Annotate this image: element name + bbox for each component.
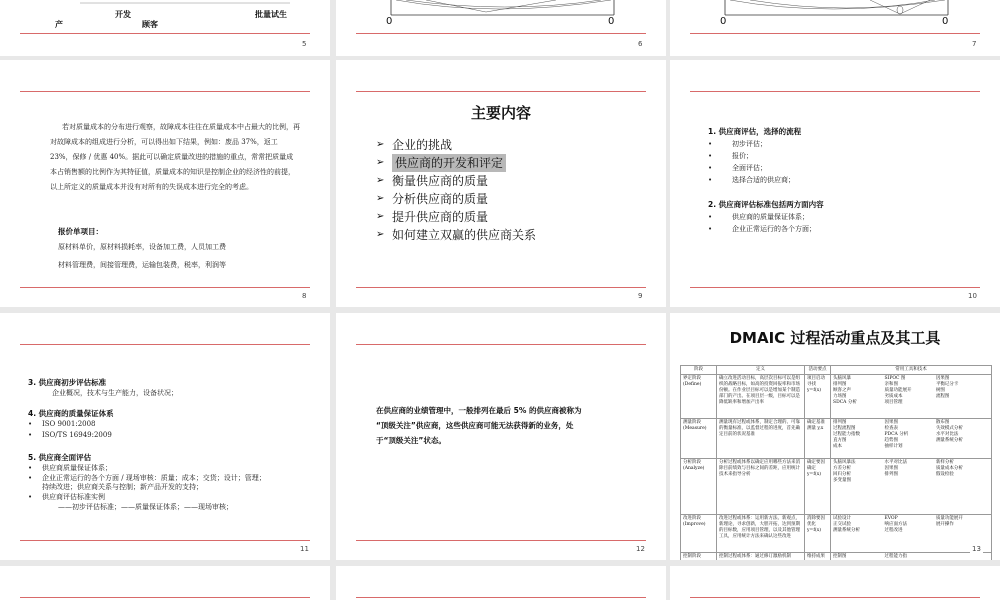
- list-item: • 供应商评估标准实例: [28, 493, 105, 501]
- list-item: • 全面评估；: [708, 164, 767, 172]
- axis-zero-right: 0: [608, 16, 615, 27]
- arrow-icon: ➢: [376, 175, 385, 186]
- label-trial: 批量试生: [255, 10, 287, 19]
- header-line: [356, 344, 646, 345]
- list-item: • 供应商的质量保证体系；: [708, 213, 809, 221]
- arrow-icon: ➢: [376, 157, 385, 168]
- page-number: 8: [302, 292, 307, 300]
- col-header: 常用工具和技术: [831, 366, 992, 375]
- footer-line: [20, 287, 310, 288]
- footer-line: [690, 33, 980, 34]
- section-heading-3: 3. 供应商初步评估标准: [28, 378, 107, 387]
- slide-12[interactable]: [336, 313, 666, 560]
- cell-stage: 测量阶段 (Measure): [681, 419, 717, 459]
- cell-key: 确定要因 确定 y=f(x): [805, 459, 831, 515]
- table-row: [681, 553, 992, 561]
- cell-stage: 改进阶段 (Improve): [681, 515, 717, 553]
- slide-13[interactable]: [670, 313, 1000, 560]
- cell-tools: 控制图 过程能力指: [831, 553, 992, 561]
- toc-title: 主要内容: [470, 104, 531, 122]
- slide-7[interactable]: [670, 0, 1000, 56]
- table-row: [681, 459, 992, 515]
- arrow-icon: ➢: [376, 229, 385, 240]
- section-heading-4: 4. 供应商的质量保证体系: [28, 409, 114, 418]
- list-item: • 初步评估；: [708, 140, 767, 148]
- header-line: [356, 91, 646, 92]
- header-line: [20, 91, 310, 92]
- cell-tools: 头脑风暴法 水平对比法 新样分析方差分析 因果图 质量成本分析回归分析 排列图 假设检验多变量图: [831, 459, 992, 515]
- body-line-1: 在供应商的业绩管理中，一般排列在最后 5% 的供应商被称为: [376, 406, 582, 415]
- section-heading-2: 2. 供应商评估标准包括两方面内容: [708, 200, 824, 209]
- cell-key: 确定基准 测量 y,x: [805, 419, 831, 459]
- cell-def: 分析过程或体系以确定应用哪些方法来消除目前绩效与目标之间的差距，应用统计技术来指导分析: [717, 459, 805, 515]
- page-number: 12: [636, 545, 645, 553]
- list-item: • 企业正常运行的各个方面；: [708, 225, 816, 233]
- slide-10[interactable]: [670, 60, 1000, 307]
- cell-tools: 试验设计 EVOP 质量功能展开正交试验 响应面方法 展开操作测量系统分析 过程改进: [831, 515, 992, 553]
- axis-zero-left: 0: [720, 16, 727, 27]
- axis-zero-right: 0: [942, 16, 949, 27]
- header-line: [20, 597, 310, 598]
- col-header: 阶段: [681, 366, 717, 375]
- cell-tools: 头脑风暴 SIPOC 图 因果图排列图 亲和图 平衡记分卡顾客之声 质量功能展开 树图力场图 劣质成本 流程图SDCA 分析 项目管理: [831, 375, 992, 419]
- cell-stage: 界定阶段 (Define): [681, 375, 717, 419]
- slide-5[interactable]: [0, 0, 330, 56]
- cell-tools: 排列图 因果图 散布图过程流程图 检查表 失效模式分析过程能力指数 PDCA 分析 水平对比法直方图 趋势图 测量系统分析成本 抽样计划: [831, 419, 992, 459]
- axis-zero-left: 0: [386, 16, 393, 27]
- page-number: 10: [968, 292, 977, 300]
- cell-def: 测量现有过程或体系，制定合理的、可靠的衡量标准，以监督过程的进度，首先确定目前的状况基准: [717, 419, 805, 459]
- slide-11[interactable]: [0, 313, 330, 560]
- list-item: • 选择合适的供应商；: [708, 176, 795, 184]
- arrow-icon: ➢: [376, 211, 385, 222]
- header-line: [690, 597, 980, 598]
- toc-item-selected[interactable]: ➢ 供应商的开发和评定: [376, 154, 536, 172]
- cell-def: 确立改进活动目标，高层次目标可以是组织的战略目标，如高的投资回报率和市场份额。在作业层目标可以是增加某个制造部门的产出。在项目层一级，目标可以是降低缺率和增加产出率: [717, 375, 805, 419]
- list-item: • 企业正常运行的各个方面 / 现场审核：质量；成本；交货；设计；管理；: [28, 474, 266, 482]
- footer-line: [690, 287, 980, 288]
- list-item: • 报价；: [708, 152, 753, 160]
- label-dev: 开发: [115, 10, 131, 19]
- table-header-row: [681, 366, 992, 375]
- footer-line: [20, 33, 310, 34]
- label-customer: 顾客: [142, 20, 158, 29]
- section-text: 企业概况，技术与生产能力，设备状况；: [52, 389, 178, 397]
- dmaic-table: [680, 365, 992, 560]
- table-row: [681, 419, 992, 459]
- footer-line: [356, 287, 646, 288]
- footer-line: [356, 33, 646, 34]
- header-line: [20, 344, 310, 345]
- body-line-2: “顶级关注”供应商，这些供应商可能无法获得新的业务，处: [376, 421, 574, 430]
- table-row: [681, 375, 992, 419]
- slide-16[interactable]: [670, 566, 1000, 600]
- list-item: • ISO 9001:2008: [28, 420, 96, 428]
- page-number: 9: [638, 292, 643, 300]
- cell-stage: 控制阶段: [681, 553, 717, 561]
- toc-list: [376, 136, 536, 244]
- footer-line: [20, 540, 310, 541]
- header-line: [356, 597, 646, 598]
- page-number: 11: [300, 545, 309, 553]
- slide-6[interactable]: [336, 0, 666, 56]
- cell-key: 项目启动 寻找 y=f(x): [805, 375, 831, 419]
- list-item: • 供应商质量保证体系；: [28, 464, 112, 472]
- list-item-sub: ——初步评估标准；——质量保证体系；——现场审核；: [58, 503, 233, 511]
- col-header: 活动要点: [805, 366, 831, 375]
- table-row: [681, 515, 992, 553]
- toc-item[interactable]: ➢ 提升供应商的质量: [376, 210, 489, 224]
- col-header: 定义: [717, 366, 805, 375]
- list-item-continued: 持续改进；供应商关系与控制；新产品开发的支持；: [42, 483, 203, 491]
- quote-items-line2: 材料管理费，间接管理费，运输包装费，税率，利润等: [58, 261, 226, 269]
- cell-def: 改进过程或体系：运用新方法、新观点，新理论，寻求创新，大胆开拓，达到预期的目标数，应用项目管理，以及其他管理工具，应用统计方法来确认这些改进: [717, 515, 805, 553]
- header-line: [690, 91, 980, 92]
- dmaic-title: DMAIC 过程活动重点及其工具: [729, 329, 941, 347]
- label-prod: 产: [55, 20, 63, 29]
- cell-stage: 分析阶段 (Analyze): [681, 459, 717, 515]
- quality-cost-paragraph: 若对质量成本的分布进行观察，故障成本往往在质量成本中占最大的比例，再对故障成本的组成进行分析，可以得出如下结果，例如：废品 37%，返工 23%，保修 / 优惠 40%。据此可以确定质量改进的措施的重点，常常把质量成本占销售额的比例作为其特征值，质量成本的知识是控制企业的经济性的前提，以上所定义的质量成本并没有对所有的失误成本进行完全的考虑。: [50, 123, 300, 191]
- slide-14[interactable]: [0, 566, 330, 600]
- page-number: 13: [972, 545, 981, 553]
- arrow-icon: ➢: [376, 193, 385, 204]
- quote-items-title: 报价单项目：: [58, 227, 103, 236]
- body-line-3: 于“顶级关注”状态。: [376, 436, 446, 445]
- slide-15[interactable]: [336, 566, 666, 600]
- diagram-fragment: [40, 0, 320, 6]
- list-item: • ISO/TS 16949:2009: [28, 431, 112, 439]
- section-heading-5: 5. 供应商全面评估: [28, 453, 92, 462]
- toc-item[interactable]: ➢ 衡量供应商的质量: [376, 174, 489, 188]
- toc-item[interactable]: ➢ 企业的挑战: [376, 138, 453, 152]
- toc-item[interactable]: ➢ 分析供应商的质量: [376, 192, 489, 206]
- arrow-icon: ➢: [376, 139, 385, 150]
- page-number: 7: [972, 40, 977, 48]
- page-number: 6: [638, 40, 643, 48]
- cell-key: 维持成果: [805, 553, 831, 561]
- slide-8[interactable]: [0, 60, 330, 307]
- slide-9[interactable]: [336, 60, 666, 307]
- toc-item[interactable]: ➢ 如何建立双赢的供应商关系: [376, 228, 537, 242]
- footer-line: [356, 540, 646, 541]
- page-number: 5: [302, 40, 307, 48]
- section-heading-1: 1. 供应商评估，选择的流程: [708, 127, 802, 136]
- quote-items-line1: 原材料单价，原材料损耗率，设备加工费，人员加工费: [58, 243, 226, 251]
- cell-def: 控制过程或体系：通过修订激励机制: [717, 553, 805, 561]
- cell-key: 消除要因 优化 y=f(x): [805, 515, 831, 553]
